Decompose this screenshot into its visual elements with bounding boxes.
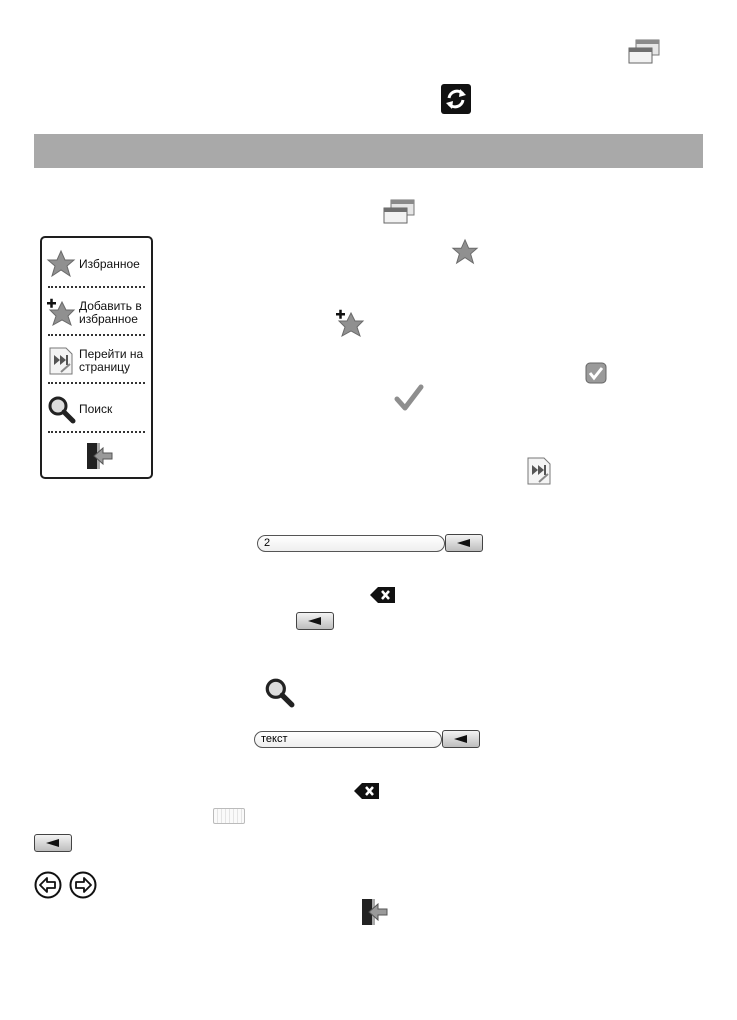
menu-item-label: Добавить в избранное	[79, 299, 142, 326]
section-header-bar	[34, 134, 703, 168]
goto-page-icon	[524, 456, 554, 486]
star-icon	[46, 249, 76, 279]
windows-icon	[382, 198, 416, 226]
backspace-icon	[370, 586, 396, 604]
menu-item-exit[interactable]	[42, 434, 151, 482]
bookmark-menu	[40, 236, 153, 479]
add-star-icon	[334, 309, 366, 339]
search-icon	[46, 394, 76, 424]
star-icon	[451, 238, 479, 266]
goto-page-icon	[46, 346, 76, 376]
enter-button	[34, 834, 72, 852]
menu-divider	[48, 382, 145, 384]
refresh-icon	[441, 84, 471, 114]
exit-icon	[84, 441, 114, 471]
enter-button[interactable]	[445, 534, 483, 552]
page-number-input[interactable]: 2	[257, 535, 445, 552]
menu-item-goto-page[interactable]	[42, 337, 151, 385]
checkmark-icon	[394, 383, 424, 413]
backspace-icon	[354, 782, 380, 800]
menu-divider	[48, 431, 145, 433]
search-text-input[interactable]: текст	[254, 731, 442, 748]
enter-button[interactable]	[442, 730, 480, 748]
menu-item-search[interactable]	[42, 385, 151, 433]
arrow-left-icon	[34, 871, 62, 899]
menu-item-label: Избранное	[79, 256, 140, 271]
exit-icon	[359, 897, 389, 927]
menu-divider	[48, 286, 145, 288]
enter-button	[296, 612, 334, 630]
menu-item-add-favorite[interactable]	[42, 289, 151, 337]
arrow-right-icon	[69, 871, 97, 899]
keyboard-icon	[213, 808, 245, 824]
menu-item-favorites[interactable]	[42, 240, 151, 288]
menu-divider	[48, 334, 145, 336]
search-icon	[263, 676, 295, 708]
add-star-icon	[46, 298, 76, 328]
menu-item-label: Перейти на страницу	[79, 347, 144, 374]
windows-icon	[627, 38, 661, 66]
checkbox-icon	[585, 362, 607, 384]
menu-item-label: Поиск	[79, 401, 113, 416]
